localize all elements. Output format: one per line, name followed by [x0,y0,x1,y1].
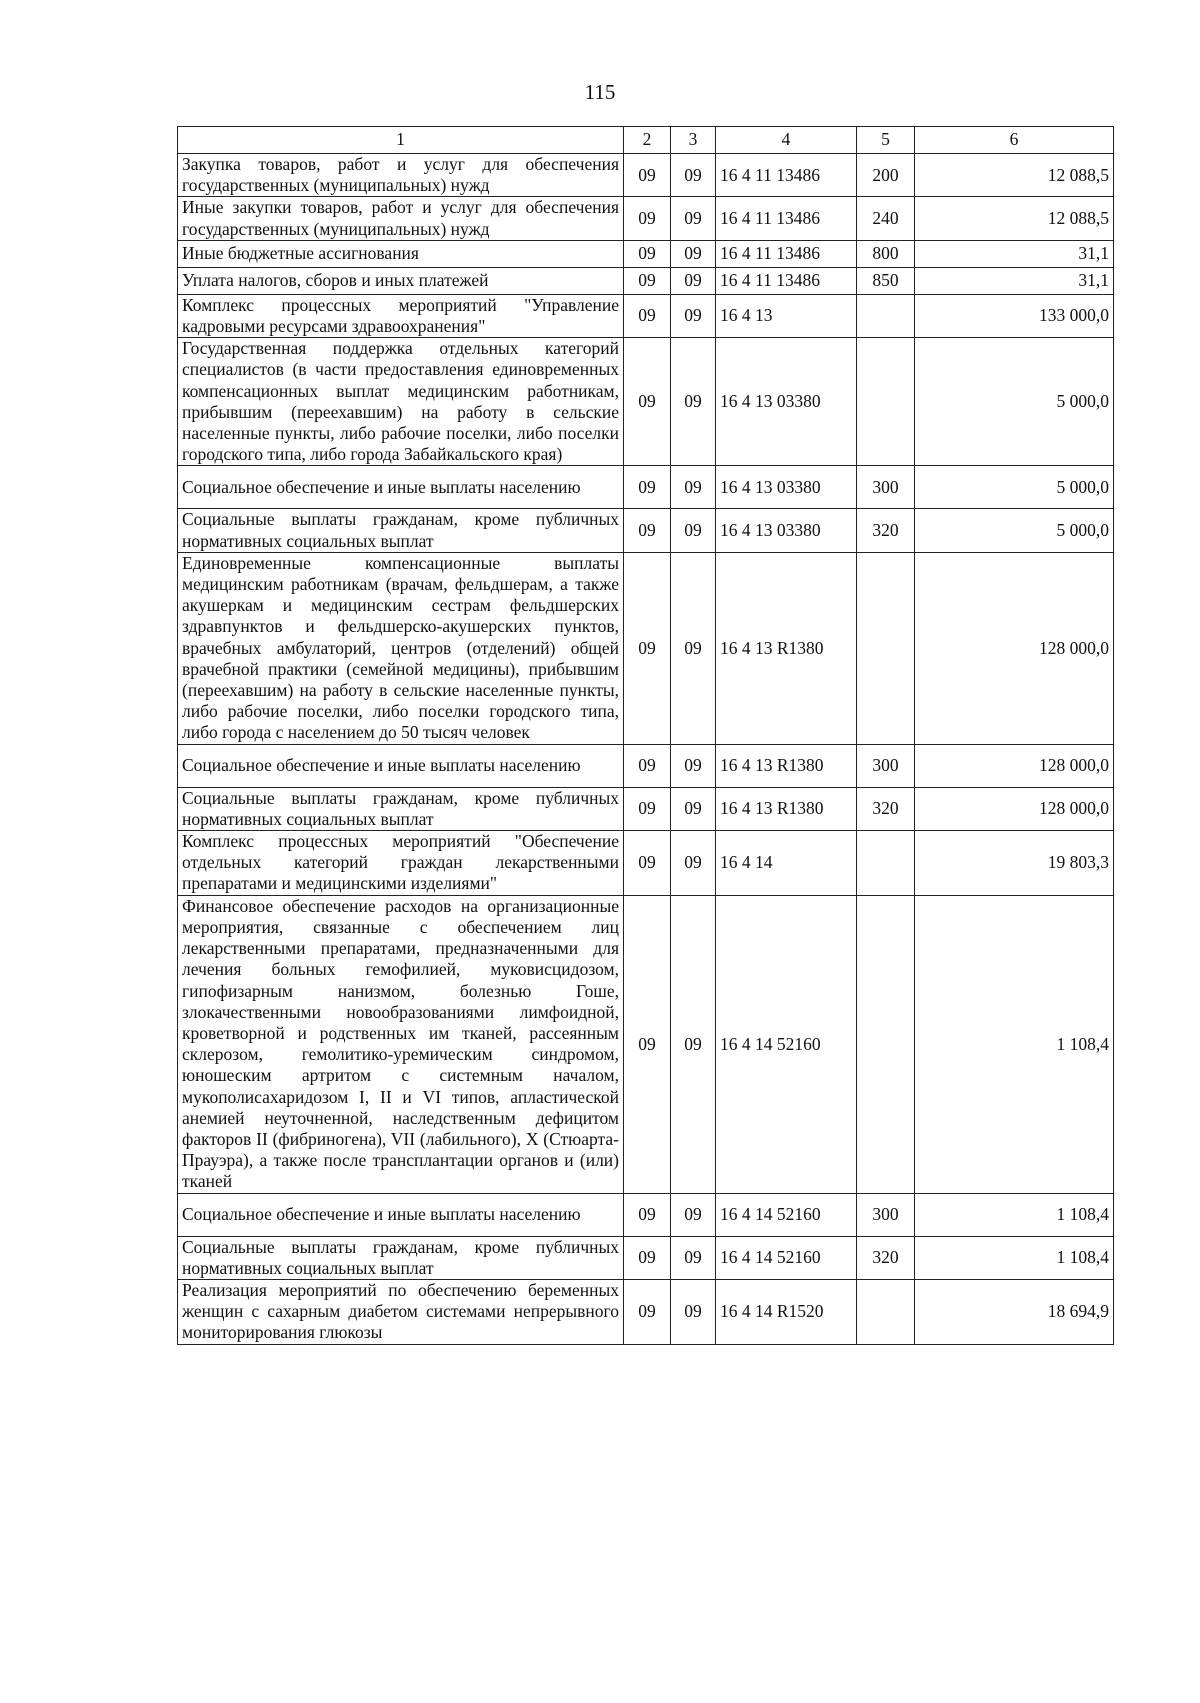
table-row [178,895,1114,1193]
row-expense-type [857,895,915,1193]
row-target-code: 16 4 14 52160 [716,895,857,1193]
row-subsection: 09 [671,787,716,830]
row-subsection: 09 [671,1193,716,1236]
table-row [178,1193,1114,1236]
row-target-code: 16 4 13 R1380 [716,744,857,787]
row-target-code: 16 4 11 13486 [716,240,857,267]
row-expense-type: 300 [857,1193,915,1236]
row-name: Уплата налогов, сборов и иных платежей [178,267,624,294]
row-target-code: 16 4 13 03380 [716,338,857,466]
row-subsection: 09 [671,197,716,240]
row-expense-type: 800 [857,240,915,267]
row-target-code: 16 4 13 [716,294,857,337]
row-amount: 5 000,0 [915,338,1114,466]
row-name: Социальные выплаты гражданам, кроме публичных нормативных социальных выплат [178,1236,624,1279]
table-row [178,267,1114,294]
row-name: Иные бюджетные ассигнования [178,240,624,267]
row-amount: 128 000,0 [915,744,1114,787]
row-section: 09 [624,197,671,240]
row-name: Реализация мероприятий по обеспечению беременных женщин с сахарным диабетом системами непрерывного мониторирования глюкозы [178,1279,624,1344]
row-amount: 1 108,4 [915,895,1114,1193]
row-expense-type: 320 [857,787,915,830]
row-target-code: 16 4 13 03380 [716,509,857,552]
table-row [178,294,1114,337]
row-subsection: 09 [671,1236,716,1279]
row-section: 09 [624,154,671,197]
row-amount: 133 000,0 [915,294,1114,337]
column-header-target-code: 4 [716,127,857,154]
table-row [178,509,1114,552]
row-name: Иные закупки товаров, работ и услуг для обеспечения государственных (муниципальных) нужд [178,197,624,240]
row-target-code: 16 4 13 R1380 [716,552,857,744]
row-amount: 1 108,4 [915,1193,1114,1236]
row-section: 09 [624,294,671,337]
row-name: Единовременные компенсационные выплаты медицинским работникам (врачам, фельдшерам, а также акушеркам и медицинским сестрам фельдшерских здравпунктов и фельдшерско-акушерских пунктов, врачебных амбулаторий, центров (отделений) общей врачебной практики (семейной медицины), прибывшим (переехавшим) на работу в сельские населенные пункты, либо рабочие поселки, либо поселки городского типа, либо города с населением до 50 тысяч человек [178,552,624,744]
row-subsection: 09 [671,338,716,466]
row-expense-type [857,831,915,896]
row-section: 09 [624,509,671,552]
row-name: Социальное обеспечение и иные выплаты населению [178,744,624,787]
column-header-subsection: 3 [671,127,716,154]
row-subsection: 09 [671,895,716,1193]
row-expense-type [857,338,915,466]
row-section: 09 [624,744,671,787]
table-row [178,1279,1114,1344]
row-amount: 5 000,0 [915,466,1114,509]
row-amount: 12 088,5 [915,197,1114,240]
row-target-code: 16 4 11 13486 [716,267,857,294]
row-amount: 18 694,9 [915,1279,1114,1344]
row-expense-type [857,1279,915,1344]
row-section: 09 [624,1279,671,1344]
row-target-code: 16 4 14 R1520 [716,1279,857,1344]
row-name: Социальное обеспечение и иные выплаты населению [178,1193,624,1236]
row-section: 09 [624,831,671,896]
row-name: Государственная поддержка отдельных категорий специалистов (в части предоставления единовременных компенсационных выплат медицинским работникам, прибывшим (переехавшим) на работу в сельские населенные пункты, либо рабочие поселки, либо поселки городского типа, либо города Забайкальского края) [178,338,624,466]
row-section: 09 [624,895,671,1193]
row-amount: 128 000,0 [915,787,1114,830]
row-target-code: 16 4 14 52160 [716,1193,857,1236]
row-name: Социальные выплаты гражданам, кроме публичных нормативных социальных выплат [178,509,624,552]
row-name: Финансовое обеспечение расходов на организационные мероприятия, связанные с обеспечением лиц лекарственными препаратами, предназначенными для лечения больных гемофилией, муковисцидозом, гипофизарным нанизмом, болезнью Гоше, злокачественными новообразованиями лимфоидной, кроветворной и родственных им тканей, рассеянным склерозом, гемолитико-уремическим синдромом, юношеским артритом с системным началом, мукополисахаридозом I, II и VI типов, апластической анемией неуточненной, наследственным дефицитом факторов II (фибриногена), VII (лабильного), X (Стюарта-Прауэра), а также после трансплантации органов и (или) тканей [178,895,624,1193]
column-header-amount: 6 [915,127,1114,154]
row-expense-type: 320 [857,509,915,552]
row-section: 09 [624,1236,671,1279]
column-header-section: 2 [624,127,671,154]
row-name: Социальное обеспечение и иные выплаты населению [178,466,624,509]
row-subsection: 09 [671,552,716,744]
row-section: 09 [624,267,671,294]
table-row [178,154,1114,197]
row-subsection: 09 [671,466,716,509]
row-expense-type: 300 [857,744,915,787]
row-name: Комплекс процессных мероприятий "Обеспечение отдельных категорий граждан лекарственными препаратами и медицинскими изделиями" [178,831,624,896]
row-subsection: 09 [671,240,716,267]
budget-table [177,126,1114,1345]
table-row [178,831,1114,896]
table-row [178,552,1114,744]
row-name: Социальные выплаты гражданам, кроме публичных нормативных социальных выплат [178,787,624,830]
row-subsection: 09 [671,831,716,896]
row-amount: 19 803,3 [915,831,1114,896]
row-expense-type [857,294,915,337]
row-section: 09 [624,466,671,509]
table-row [178,1236,1114,1279]
row-target-code: 16 4 13 03380 [716,466,857,509]
row-subsection: 09 [671,154,716,197]
row-amount: 12 088,5 [915,154,1114,197]
row-subsection: 09 [671,744,716,787]
row-name: Комплекс процессных мероприятий "Управление кадровыми ресурсами здравоохранения" [178,294,624,337]
row-subsection: 09 [671,509,716,552]
row-expense-type: 320 [857,1236,915,1279]
row-section: 09 [624,240,671,267]
row-subsection: 09 [671,294,716,337]
row-section: 09 [624,787,671,830]
table-header-row [178,127,1114,154]
row-section: 09 [624,552,671,744]
row-expense-type: 300 [857,466,915,509]
row-subsection: 09 [671,1279,716,1344]
row-expense-type: 850 [857,267,915,294]
column-header-expense-type: 5 [857,127,915,154]
row-amount: 31,1 [915,267,1114,294]
row-target-code: 16 4 11 13486 [716,154,857,197]
column-header-name: 1 [178,127,624,154]
row-expense-type: 200 [857,154,915,197]
table-row [178,338,1114,466]
row-expense-type [857,552,915,744]
row-amount: 1 108,4 [915,1236,1114,1279]
table-row [178,787,1114,830]
row-subsection: 09 [671,267,716,294]
row-expense-type: 240 [857,197,915,240]
table-row [178,197,1114,240]
table-row [178,240,1114,267]
row-target-code: 16 4 14 52160 [716,1236,857,1279]
table-row [178,466,1114,509]
row-target-code: 16 4 13 R1380 [716,787,857,830]
row-amount: 5 000,0 [915,509,1114,552]
table-row [178,744,1114,787]
row-section: 09 [624,338,671,466]
row-target-code: 16 4 14 [716,831,857,896]
row-section: 09 [624,1193,671,1236]
row-target-code: 16 4 11 13486 [716,197,857,240]
row-amount: 128 000,0 [915,552,1114,744]
row-amount: 31,1 [915,240,1114,267]
row-name: Закупка товаров, работ и услуг для обеспечения государственных (муниципальных) нужд [178,154,624,197]
page-number: 115 [584,80,616,104]
